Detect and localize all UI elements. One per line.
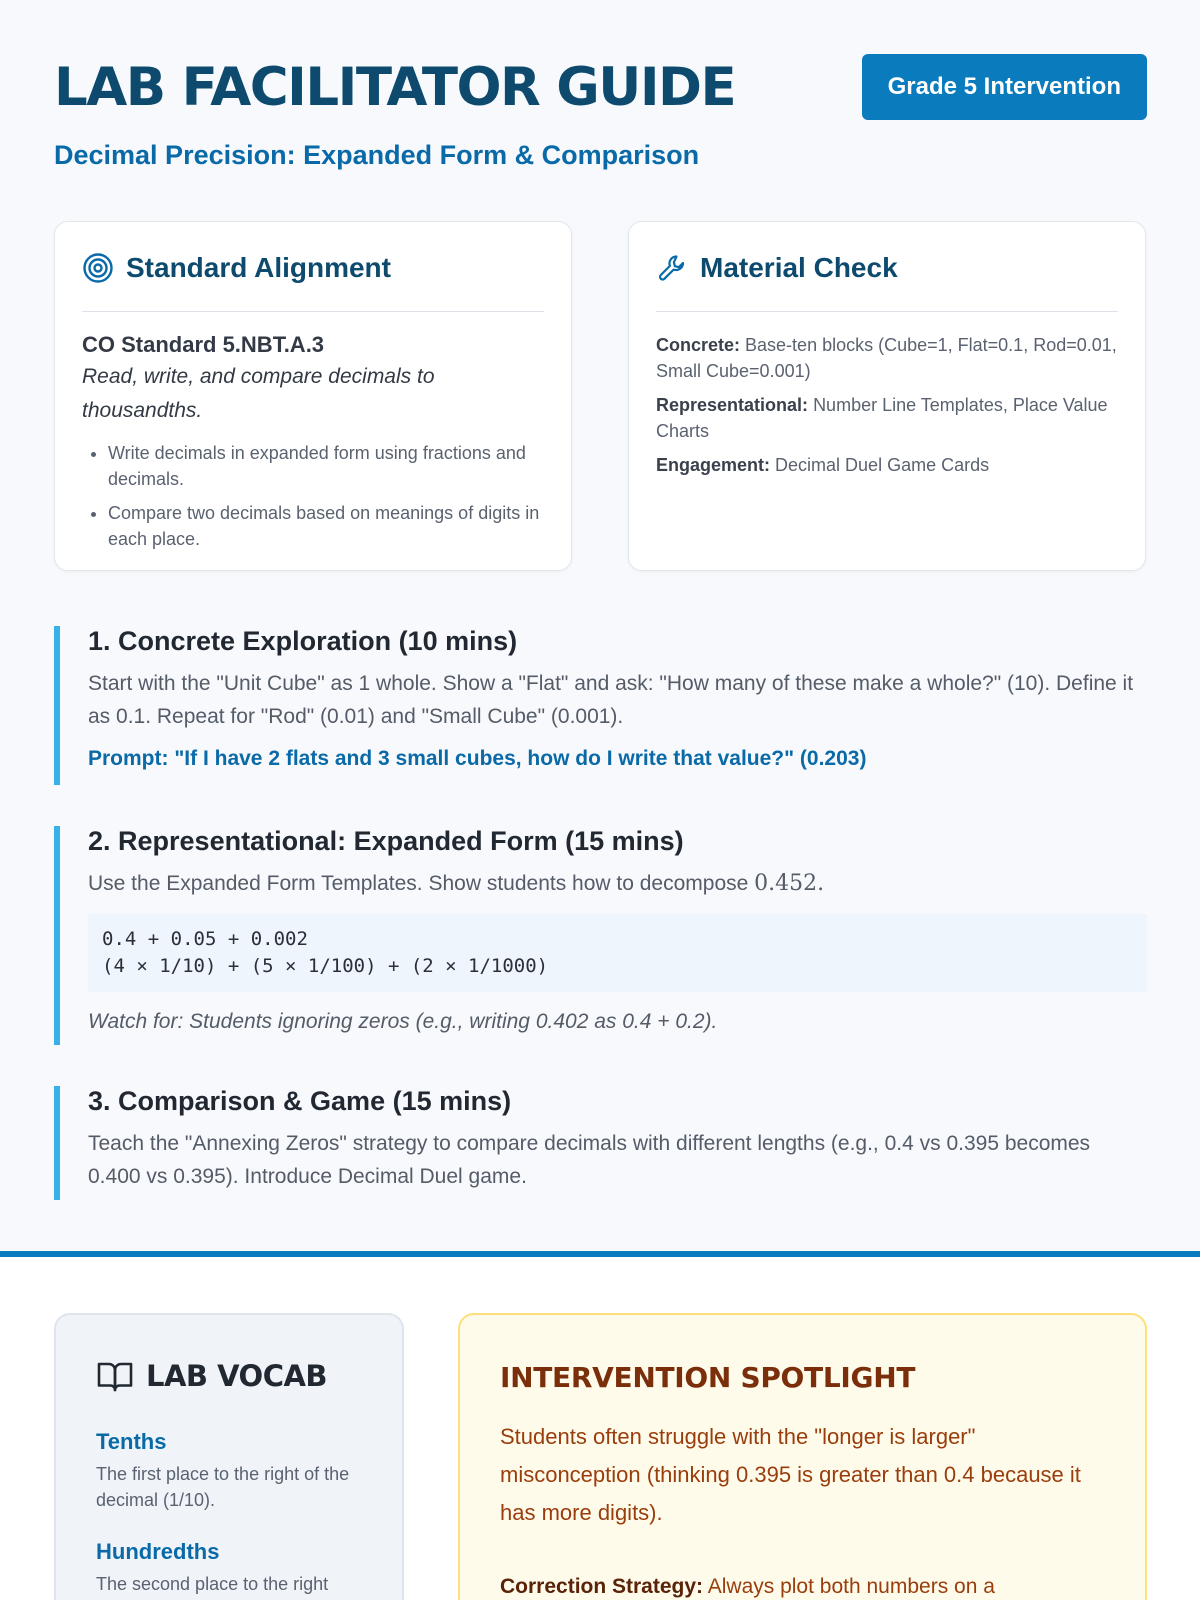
material-card-title: Material Check <box>700 251 898 283</box>
step-body-text: Use the Expanded Form Templates. Show students how to decompose <box>88 872 749 895</box>
step-body: Teach the "Annexing Zeros" strategy to compare decimals with different lengths (e.g., 0.4 vs 0.395 becomes 0.400 vs 0.395). Introduce Decimal Duel game. <box>88 1132 1091 1188</box>
watch-note: Watch for: Students ignoring zeros (e.g., writing 0.402 as 0.4 + 0.2). <box>88 1010 718 1033</box>
material-text: Number Line Templates, Place Value Charts <box>656 395 1108 441</box>
standard-alignment-card <box>54 221 572 571</box>
step-title: 1. Concrete Exploration (10 mins) <box>88 626 518 656</box>
vocab-term: Hundredths <box>96 1539 220 1564</box>
step-body <box>88 867 1147 900</box>
wrench-icon <box>656 252 688 284</box>
spotlight-title: INTERVENTION SPOTLIGHT <box>500 1361 916 1394</box>
vocab-header <box>96 1357 362 1395</box>
material-label: Concrete: <box>656 335 741 355</box>
step-prompt: Prompt: "If I have 2 flats and 3 small cubes, how do I write that value?" (0.203) <box>88 747 867 770</box>
step-expanded-form <box>54 826 1147 1045</box>
strategy-text: Always plot both numbers on a <box>707 1575 995 1598</box>
standard-code: CO Standard 5.NBT.A.3 <box>82 332 325 357</box>
material-text: Decimal Duel Game Cards <box>775 455 990 475</box>
grade-badge: Grade 5 Intervention <box>862 54 1147 120</box>
standard-bullet: • Compare two decimals based on meanings of digits in each place. <box>108 500 544 552</box>
expanded-form-code <box>88 914 1147 992</box>
step-comparison-game <box>54 1086 1147 1200</box>
step-title: 3. Comparison & Game (15 mins) <box>88 1086 512 1116</box>
book-open-icon <box>96 1357 134 1395</box>
step-title: 2. Representational: Expanded Form (15 mins) <box>88 826 684 856</box>
vocab-definition: The first place to the right of the decimal (1/10). <box>96 1464 350 1510</box>
vocab-definition: The second place to the right <box>96 1574 329 1594</box>
page-subtitle: Decimal Precision: Expanded Form & Comparison <box>54 140 700 170</box>
step-concrete-exploration <box>54 626 1147 785</box>
material-check-card <box>628 221 1146 571</box>
material-item <box>656 332 1118 384</box>
code-line: 0.4 + 0.05 + 0.002 <box>102 928 308 950</box>
target-icon <box>82 252 114 284</box>
strategy-label: Correction Strategy: <box>500 1575 704 1598</box>
material-text: Base-ten blocks (Cube=1, Flat=0.1, Rod=0.01, Small Cube=0.001) <box>656 335 1117 381</box>
vocab-term: Tenths <box>96 1429 167 1454</box>
standard-card-header <box>82 236 544 312</box>
material-label: Engagement: <box>656 455 771 475</box>
material-list <box>656 332 1118 478</box>
page-title: LAB FACILITATOR GUIDE <box>54 56 736 118</box>
standard-bullet: • Write decimals in expanded form using fractions and decimals. <box>108 440 544 492</box>
standard-bullets <box>82 440 544 552</box>
standard-description: Read, write, and compare decimals to thousandths. <box>82 365 435 422</box>
page-header <box>54 54 1147 171</box>
material-card-header <box>656 236 1118 312</box>
spotlight-body: Students often struggle with the "longer is larger" misconception (thinking 0.395 is greater than 0.4 because it has more digits). <box>500 1424 1081 1525</box>
title-row <box>54 54 1147 120</box>
material-item <box>656 452 1118 478</box>
code-line: (4 × 1/10) + (5 × 1/100) + (2 × 1/1000) <box>102 955 549 977</box>
material-item <box>656 392 1118 444</box>
correction-strategy <box>500 1570 1105 1600</box>
math-value: 0.452. <box>754 871 825 896</box>
step-body: Start with the "Unit Cube" as 1 whole. Show a "Flat" and ask: "How many of these make a whole?" (10). Define it as 0.1. Repeat for "Rod" (0.01) and "Small Cube" (0.001). <box>88 672 1134 728</box>
intervention-spotlight-card <box>458 1313 1147 1600</box>
material-label: Representational: <box>656 395 809 415</box>
lab-vocab-card <box>54 1313 404 1600</box>
vocab-title: LAB VOCAB <box>146 1359 328 1393</box>
standard-card-title: Standard Alignment <box>126 251 391 283</box>
